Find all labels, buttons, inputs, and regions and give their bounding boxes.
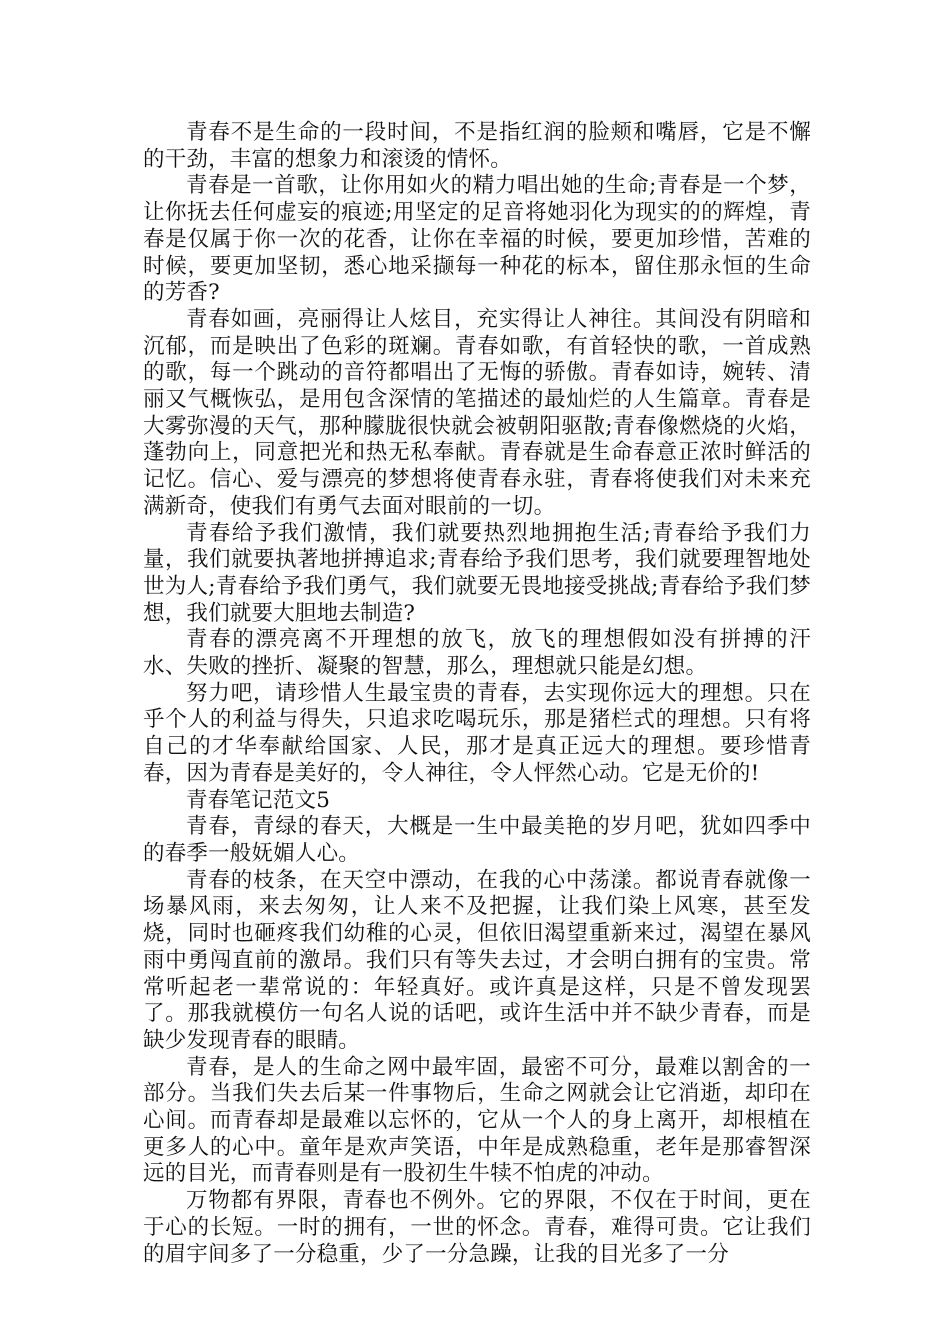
paragraph-7: 青春，青绿的春天，大概是一生中最美艳的岁月吧，犹如四季中的春季一般妩媚人心。	[143, 814, 811, 866]
paragraph-10: 万物都有界限，青春也不例外。它的界限，不仅在于时间，更在于心的长短。一时的拥有，一世的怀念。青春，难得可贵。它让我们的眉宇间多了一分稳重，少了一分急躁，让我的目光多了一分	[143, 1188, 811, 1267]
paragraph-4: 青春给予我们激情，我们就要热烈地拥抱生活;青春给予我们力量，我们就要执著地拼搏追求;青春给予我们思考，我们就要理智地处世为人;青春给予我们勇气，我们就要无畏地接受挑战;青春给予我们梦想，我们就要大胆地去制造?	[143, 520, 811, 626]
paragraph-3: 青春如画，亮丽得让人炫目，充实得让人神往。其间没有阴暗和沉郁，而是映出了色彩的斑斓。青春如歌，有首轻快的歌，一首成熟的歌，每一个跳动的音符都唱出了无悔的骄傲。青春如诗，婉转、清丽又气概恢弘，是用包含深情的笔描述的最灿烂的人生篇章。青春是大雾弥漫的天气，那种朦胧很快就会被朝阳驱散;青春像燃烧的火焰，蓬勃向上，同意把光和热无私奉献。青春就是生命春意正浓时鲜活的记忆。信心、爱与漂亮的梦想将使青春永驻，青春将使我们对未来充满新奇，使我们有勇气去面对眼前的一切。	[143, 306, 811, 519]
paragraph-6: 努力吧，请珍惜人生最宝贵的青春，去实现你远大的理想。只在乎个人的利益与得失，只追求吃喝玩乐，那是猪栏式的理想。只有将自己的才华奉献给国家、人民，那才是真正远大的理想。要珍惜青春，因为青春是美好的，令人神往，令人怦然心动。它是无价的!	[143, 680, 811, 786]
paragraph-2: 青春是一首歌，让你用如火的精力唱出她的生命;青春是一个梦，让你抚去任何虚妄的痕迹;用坚定的足音将她羽化为现实的的辉煌，青春是仅属于你一次的花香，让你在幸福的时候，要更加珍惜，苦难的时候，要更加坚韧，悉心地采撷每一种花的标本，留住那永恒的生命的芳香?	[143, 173, 811, 306]
paragraph-8: 青春的枝条，在天空中漂动，在我的心中荡漾。都说青春就像一场暴风雨，来去匆匆，让人来不及把握，让我们染上风寒，甚至发烧，同时也砸疼我们幼稚的心灵，但依旧渴望重新来过，渴望在暴风雨中勇闯直前的激昂。我们只有等失去过，才会明白拥有的宝贵。常常听起老一辈常说的：年轻真好。或许真是这样，只是不曾发现罢了。那我就模仿一句名人说的话吧，或许生活中并不缺少青春，而是缺少发现青春的眼睛。	[143, 867, 811, 1053]
paragraph-5: 青春的漂亮离不开理想的放飞，放飞的理想假如没有拼搏的汗水、失败的挫折、凝聚的智慧，那么，理想就只能是幻想。	[143, 627, 811, 680]
document-page	[143, 120, 811, 1268]
section-heading: 青春笔记范文5	[186, 787, 331, 813]
paragraph-9: 青春，是人的生命之网中最牢固，最密不可分，最难以割舍的一部分。当我们失去后某一件事物后，生命之网就会让它消逝，却印在心间。而青春却是最难以忘怀的，它从一个人的身上离开，却根植在更多人的心中。童年是欢声笑语，中年是成熟稳重，老年是那睿智深远的目光，而青春则是有一股初生牛犊不怕虎的冲动。	[143, 1054, 811, 1187]
paragraph-1: 青春不是生命的一段时间，不是指红润的脸颊和嘴唇，它是不懈的干劲，丰富的想象力和滚烫的情怀。	[143, 120, 811, 172]
